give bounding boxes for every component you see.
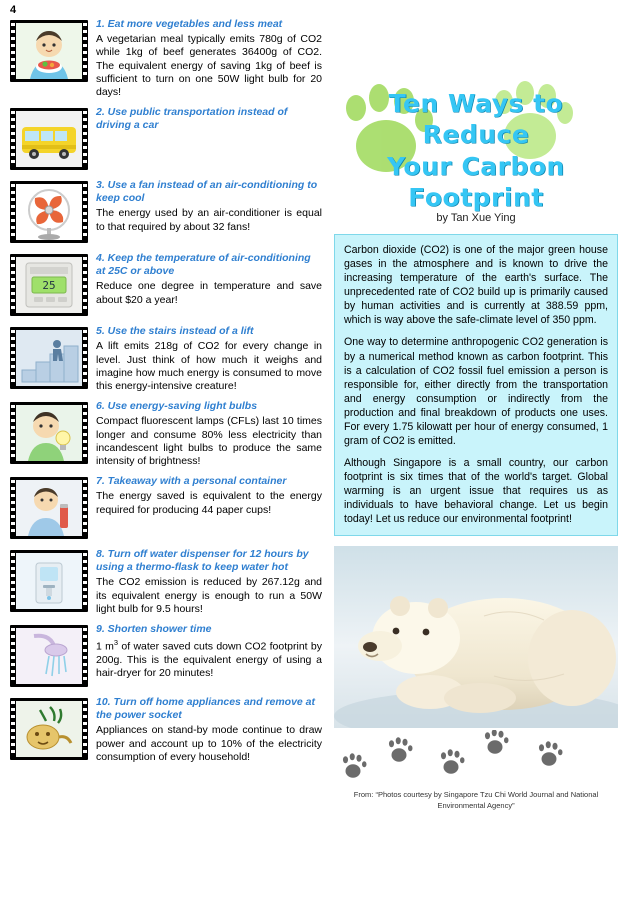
child-with-light-bulb-icon	[16, 405, 82, 461]
tip-body-prefix: 1 m	[96, 640, 114, 653]
tip-title: 6. Use energy-saving light bulbs	[96, 400, 258, 413]
tip-text	[88, 696, 322, 764]
tip-text	[88, 252, 322, 307]
tip-title: 10. Turn off home appliances and remove at the power socket	[96, 696, 316, 722]
power-socket-plug-icon	[16, 701, 82, 757]
tip-item	[10, 548, 322, 616]
tip-item	[10, 106, 322, 172]
filmstrip-frame	[10, 625, 88, 687]
tip-title: 2. Use public transportation instead of driving a car	[96, 106, 288, 132]
tip-title: 1. Eat more vegetables and less meat	[96, 18, 283, 30]
tip-item	[10, 179, 322, 245]
filmstrip-frame	[10, 698, 88, 760]
tip-item	[10, 475, 322, 541]
child-with-vegetable-bowl-icon	[16, 23, 82, 79]
filmstrip-frame	[10, 254, 88, 316]
tip-thumbnail	[10, 696, 88, 762]
filmstrip-frame	[10, 181, 88, 243]
tip-title: 7. Takeaway with a personal container	[96, 475, 287, 488]
tip-thumbnail	[10, 400, 88, 466]
paw-prints-icon	[334, 730, 618, 790]
svg-text:25: 25	[42, 279, 56, 293]
tip-body: The energy used by an air-conditioner is equal to that required by about 32 fans!	[96, 207, 322, 233]
water-dispenser-icon	[16, 553, 82, 609]
tip-item	[10, 325, 322, 393]
tip-thumbnail	[10, 475, 88, 541]
tip-body: The energy saved is equivalent to the energy required for producing 44 paper cups!	[96, 490, 322, 516]
tip-title: 4. Keep the temperature of air-conditioning at 25C or above	[96, 252, 311, 278]
tip-body: The CO2 emission is reduced by 267.12g and its equivalent energy is enough to run a 50W light bulb for 9.5 hours!	[96, 576, 322, 615]
tip-item	[10, 623, 322, 689]
article-column	[334, 74, 618, 811]
tip-title: 9. Shorten shower time	[96, 623, 212, 636]
electric-fan-icon	[16, 184, 82, 240]
filmstrip-frame	[10, 20, 88, 82]
shower-head-icon	[16, 628, 82, 684]
title-line-2: Your Carbon Footprint	[387, 151, 565, 212]
tip-body-rest: of water saved cuts down CO2 footprint by 200g. This is the equivalent energy of using a hair-dryer for 20 minutes!	[96, 640, 322, 680]
tip-text	[88, 179, 322, 234]
tip-thumbnail	[10, 18, 88, 84]
tip-item	[10, 400, 322, 468]
byline: by Tan Xue Ying	[436, 212, 516, 224]
tip-body: A lift emits 218g of CO2 for every change in level. Just think of how much it weighs and imagine how much energy is consumed to move this energy-intensive creature!	[96, 340, 322, 392]
tip-body: A vegetarian meal typically emits 780g of CO2 while 1kg of beef generates 36400g of CO2. The equivalent energy of saving 1kg of beef is sufficient to turn on one 50W light bulb for 20 days!	[96, 33, 322, 98]
intro-text-box	[334, 234, 618, 536]
polar-bear-illustration-icon	[334, 546, 618, 728]
tip-thumbnail	[10, 179, 88, 245]
intro-paragraph: Although Singapore is a small country, our carbon footprint is six times that of the world's target. Global warming is an urgent issue that requires us as individuals to have behavioral change. Let us begin today! Let us reduce our environmental footprint!	[344, 457, 608, 526]
page-number: 4	[10, 4, 17, 16]
tip-text	[88, 325, 322, 393]
filmstrip-frame	[10, 477, 88, 539]
tip-thumbnail	[10, 623, 88, 689]
tip-title: 3. Use a fan instead of an air-conditioning to keep cool	[96, 179, 318, 205]
tip-text	[88, 400, 322, 468]
filmstrip-frame	[10, 550, 88, 612]
page-title	[334, 74, 618, 213]
tip-text	[88, 475, 322, 517]
tip-thumbnail	[10, 252, 88, 318]
tip-body: Appliances on stand-by mode continue to draw power and account up to 10% of the electricity consumption of every household!	[96, 724, 322, 763]
tip-thumbnail	[10, 106, 88, 172]
paw-trail	[334, 730, 618, 790]
tip-text	[88, 18, 322, 99]
tip-body-superscript: 3	[113, 638, 119, 648]
tips-column	[10, 18, 322, 771]
child-with-container-icon	[16, 480, 82, 536]
thermostat-display-icon	[16, 257, 82, 313]
filmstrip-frame	[10, 108, 88, 170]
tip-text	[88, 548, 322, 616]
tip-text	[88, 623, 322, 680]
tip-body: Compact fluorescent lamps (CFLs) last 10 times longer and consume 80% less electricity than incandescent light bulbs to produce the same intensity of brightness!	[96, 415, 322, 467]
article-header	[334, 74, 618, 212]
filmstrip-frame	[10, 327, 88, 389]
lift-stairs-icon	[16, 330, 82, 386]
yellow-bus-icon	[16, 111, 82, 167]
intro-paragraph: One way to determine anthropogenic CO2 generation is by a numerical method known as carbon footprint. This is a calculation of CO2 fossil fuel emission a person is responsible for, either directly from the transportation and energy consumption or indirectly from the production and final breakdown of products one uses. For every 1.75 kilowatt per hour of energy consumed, 1 gram of CO2 is emitted.	[344, 336, 608, 448]
tip-thumbnail	[10, 548, 88, 614]
title-line-1: Ten Ways to Reduce	[388, 89, 564, 150]
polar-bear-photo	[334, 546, 618, 728]
tip-body: Reduce one degree in temperature and save about $20 a year!	[96, 280, 322, 306]
tip-item	[10, 18, 322, 99]
photo-credit: From: “Photos courtesy by Singapore Tzu Chi World Journal and National Environmental Agency”	[353, 790, 599, 810]
tip-thumbnail	[10, 325, 88, 391]
tip-item	[10, 696, 322, 764]
tip-body	[96, 638, 322, 680]
intro-paragraph: Carbon dioxide (CO2) is one of the major green house gases in the atmosphere and is known to drive the increasing temperature of the earth's surface. The unprecedented rate of CO2 build up is primarily caused by human activities and is currently at 388.59 ppm, which is way above the safe-climate level of 350 ppm.	[344, 244, 608, 327]
tip-text	[88, 106, 322, 134]
tip-title: 8. Turn off water dispenser for 12 hours by using a thermo-flask to keep water hot	[96, 548, 309, 574]
tip-title: 5. Use the stairs instead of a lift	[96, 325, 254, 338]
filmstrip-frame	[10, 402, 88, 464]
tip-item	[10, 252, 322, 318]
